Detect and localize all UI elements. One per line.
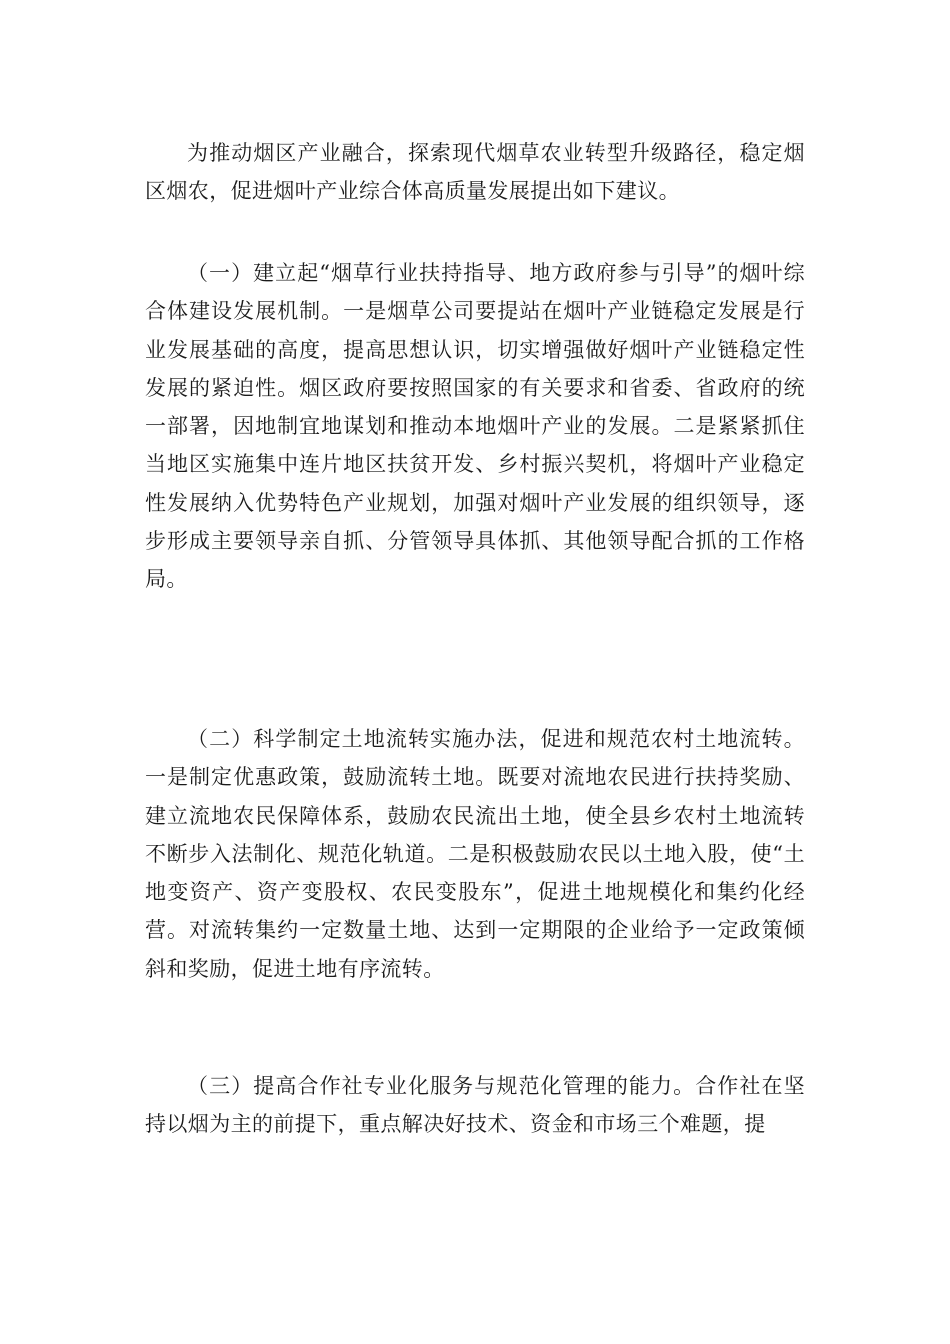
paragraph-section-2: （二）科学制定土地流转实施办法，促进和规范农村土地流转。一是制定优惠政策，鼓励流转土地。既要对流地农民进行扶持奖励、建立流地农民保障体系，鼓励农民流出土地，使全县乡农村土地流转不断步入法制化、规范化轨道。二是积极鼓励农民以土地入股，使“土地变资产、资产变股权、农民变股东”，促进土地规模化和集约化经营。对流转集约一定数量土地、达到一定期限的企业给予一定政策倾斜和奖励，促进土地有序流转。	[145, 727, 805, 981]
paragraph-intro: 为推动烟区产业融合，探索现代烟草农业转型升级路径，稳定烟区烟农，促进烟叶产业综合体高质量发展提出如下建议。	[145, 141, 805, 204]
paragraph-section-3: （三）提高合作社专业化服务与规范化管理的能力。合作社在坚持以烟为主的前提下，重点解决好技术、资金和市场三个难题，提	[145, 1074, 805, 1137]
paragraph-section-1: （一）建立起“烟草行业扶持指导、地方政府参与引导”的烟叶综合体建设发展机制。一是烟草公司要提站在烟叶产业链稳定发展是行业发展基础的高度，提高思想认识，切实增强做好烟叶产业链稳定性发展的紧迫性。烟区政府要按照国家的有关要求和省委、省政府的统一部署，因地制宜地谋划和推动本地烟叶产业的发展。二是紧紧抓住当地区实施集中连片地区扶贫开发、乡村振兴契机，将烟叶产业稳定性发展纳入优势特色产业规划，加强对烟叶产业发展的组织领导，逐步形成主要领导亲自抓、分管领导具体抓、其他领导配合抓的工作格局。	[145, 261, 805, 592]
